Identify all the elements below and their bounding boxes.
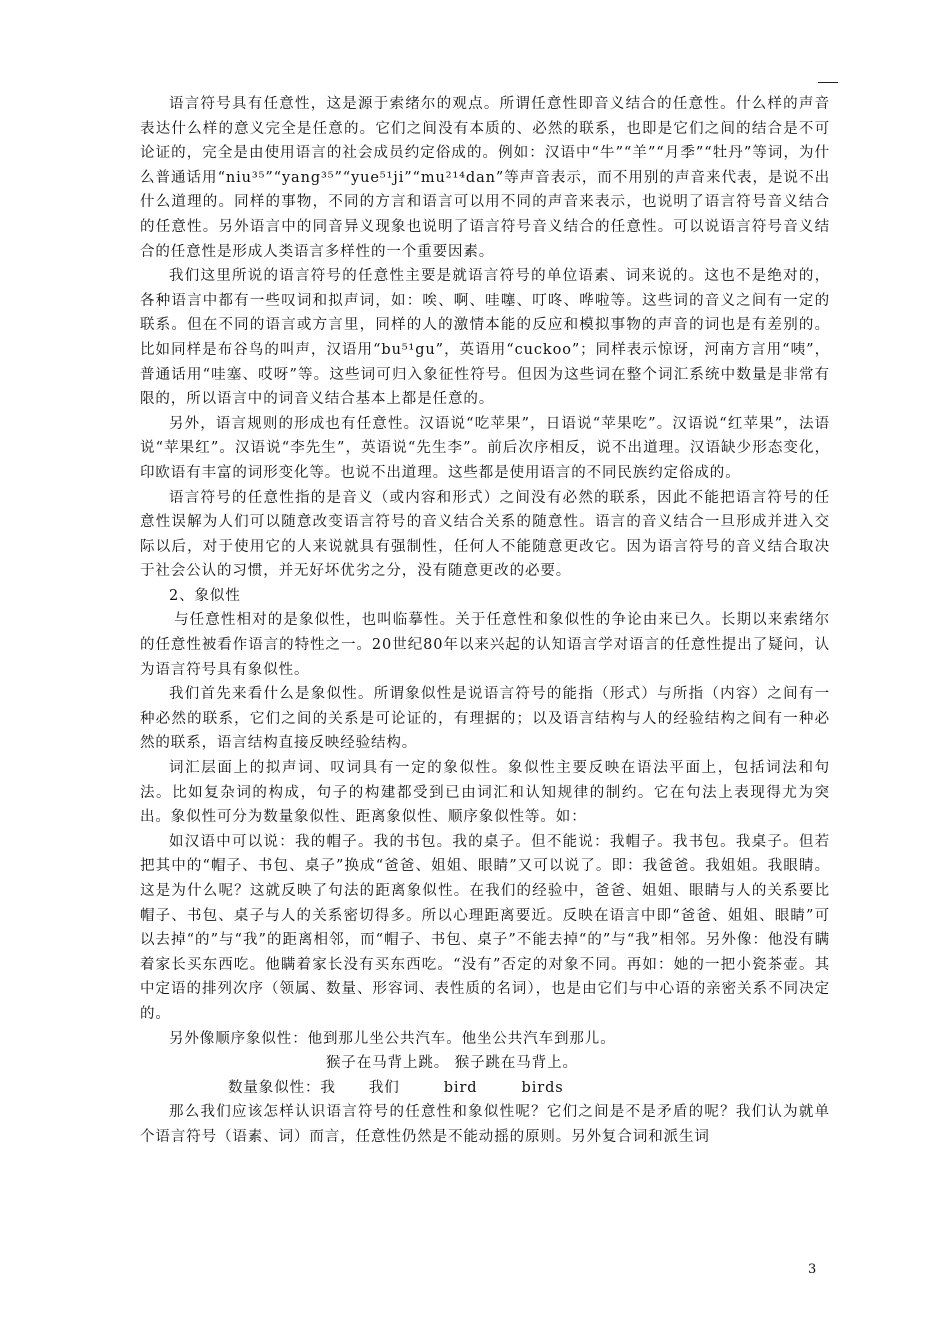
paragraph-order-iconicity: 另外像顺序象似性：他到那儿坐公共汽车。他坐公共汽车到那儿。: [169, 1030, 616, 1047]
paragraph-arbitrariness-scope: 我们这里所说的语言符号的任意性主要是就语言符号的单位语素、词来说的。这也不是绝对的，各种语言中都有一些叹词和拟声词，如：唉、啊、哇噻、叮咚、哗啦等。这些词的音义之间有一定的联系。但在不同的语言或方言里，同样的人的激情本能的反应和模拟事物的声音的词也是有差别的。比如同样是布谷鸟的叫声，汉语用“bu⁵¹gu”，英语用“cuckoo”；同样表示惊讶，河南方言用“咦”，普通话用“哇塞、哎呀”等。这些词可归入象征性符号。但因为这些词在整个词汇系统中数量是非常有限的，所以语言中的词音义结合基本上都是任意的。: [140, 268, 830, 408]
paragraph-iconicity-types: 词汇层面上的拟声词、叹词具有一定的象似性。象似性主要反映在语法平面上，包括词法和句法。比如复杂词的构成，句子的构建都受到已由词汇和认知规律的制约。它在句法上表现得尤为突出。象似性可分为数量象似性、距离象似性、顺序象似性等。如：: [140, 760, 830, 826]
section-heading-iconicity: 2、象似性: [169, 587, 241, 604]
paragraph-iconicity-intro: 与任意性相对的是象似性，也叫临摹性。关于任意性和象似性的争论由来已久。长期以来索绪尔的任意性被看作语言的特性之一。20世纪80年以来兴起的认知语言学对语言的任意性提出了疑问，认为语言符号具有象似性。: [140, 612, 830, 678]
paragraph-rule-arbitrariness: 另外，语言规则的形成也有任意性。汉语说“吃苹果”，日语说“苹果吃”。汉语说“红苹果”，法语说“苹果红”。汉语说“李先生”，英语说“先生李”。前后次序相反，说不出道理。汉语缺少形态变化，印欧语有丰富的词形变化等。也说不出道理。这些都是使用语言的不同民族约定俗成的。: [140, 415, 830, 481]
example-quantity: 数量象似性：我 我们 bird birds: [228, 1079, 564, 1096]
paragraph-arbitrariness-origin: 语言符号具有任意性，这是源于索绪尔的观点。所谓任意性即音义结合的任意性。什么样的声音表达什么样的意义完全是任意的。它们之间没有本质的、必然的联系，也即是它们之间的结合是不可论证的，完全是由使用语言的社会成员约定俗成的。例如：汉语中“牛”“羊”“月季”“牡丹”等词，为什么普通话用“niu³⁵”“yang³⁵”“yue⁵¹ji”“mu²¹⁴dan”等声音表示，而不用别的声音来代表，是说不出什么道理的。同样的事物，不同的方言和语言可以用不同的声音来表示，也说明了语言符号音义结合的任意性。另外语言中的同音异义现象也说明了语言符号音义结合的任意性。可以说语言符号音义结合的任意性是形成人类语言多样性的一个重要因素。: [140, 96, 830, 260]
header-rule: [818, 82, 838, 83]
example-order: 猴子在马背上跳。 猴子跳在马背上。: [326, 1055, 578, 1072]
body-text: [140, 92, 830, 1150]
page-number: 3: [808, 1262, 817, 1277]
paragraph-arbitrariness-meaning: 语言符号的任意性指的是音义（或内容和形式）之间没有必然的联系，因此不能把语言符号的任意性误解为人们可以随意改变语言符号的音义结合关系的随意性。语言的音义结合一旦形成并进入交际以后，对于使用它的人来说就具有强制性，任何人不能随意更改它。因为语言符号的音义结合取决于社会公认的习惯，并无好坏优劣之分，没有随意更改的必要。: [140, 489, 830, 580]
paragraph-iconicity-definition: 我们首先来看什么是象似性。所谓象似性是说语言符号的能指（形式）与所指（内容）之间有一种必然的联系，它们之间的关系是可论证的，有理据的；以及语言结构与人的经验结构之间有一种必然的联系，语言结构直接反映经验结构。: [140, 686, 830, 752]
paragraph-distance-iconicity: 如汉语中可以说：我的帽子。我的书包。我的桌子。但不能说：我帽子。我书包。我桌子。但若把其中的“帽子、书包、桌子”换成“爸爸、姐姐、眼睛”又可以说了。即：我爸爸。我姐姐。我眼睛。这是为什么呢？这就反映了句法的距离象似性。在我们的经验中，爸爸、姐姐、眼睛与人的关系要比帽子、书包、桌子与人的关系密切得多。所以心理距离要近。反映在语言中即“爸爸、姐姐、眼睛”可以去掉“的”与“我”的距离相邻，而“帽子、书包、桌子”不能去掉“的”与“我”相邻。另外像：他没有瞒着家长买东西吃。他瞒着家长没有买东西吃。“没有”否定的对象不同。再如：她的一把小瓷茶壶。其中定语的排列次序（领属、数量、形容词、表性质的名词），也是由它们与中心语的亲密关系不同决定的。: [140, 833, 830, 1022]
paragraph-conclusion: 那么我们应该怎样认识语言符号的任意性和象似性呢？它们之间是不是矛盾的呢？我们认为就单个语言符号（语素、词）而言，任意性仍然是不能动摇的原则。另外复合词和派生词: [140, 1104, 830, 1145]
